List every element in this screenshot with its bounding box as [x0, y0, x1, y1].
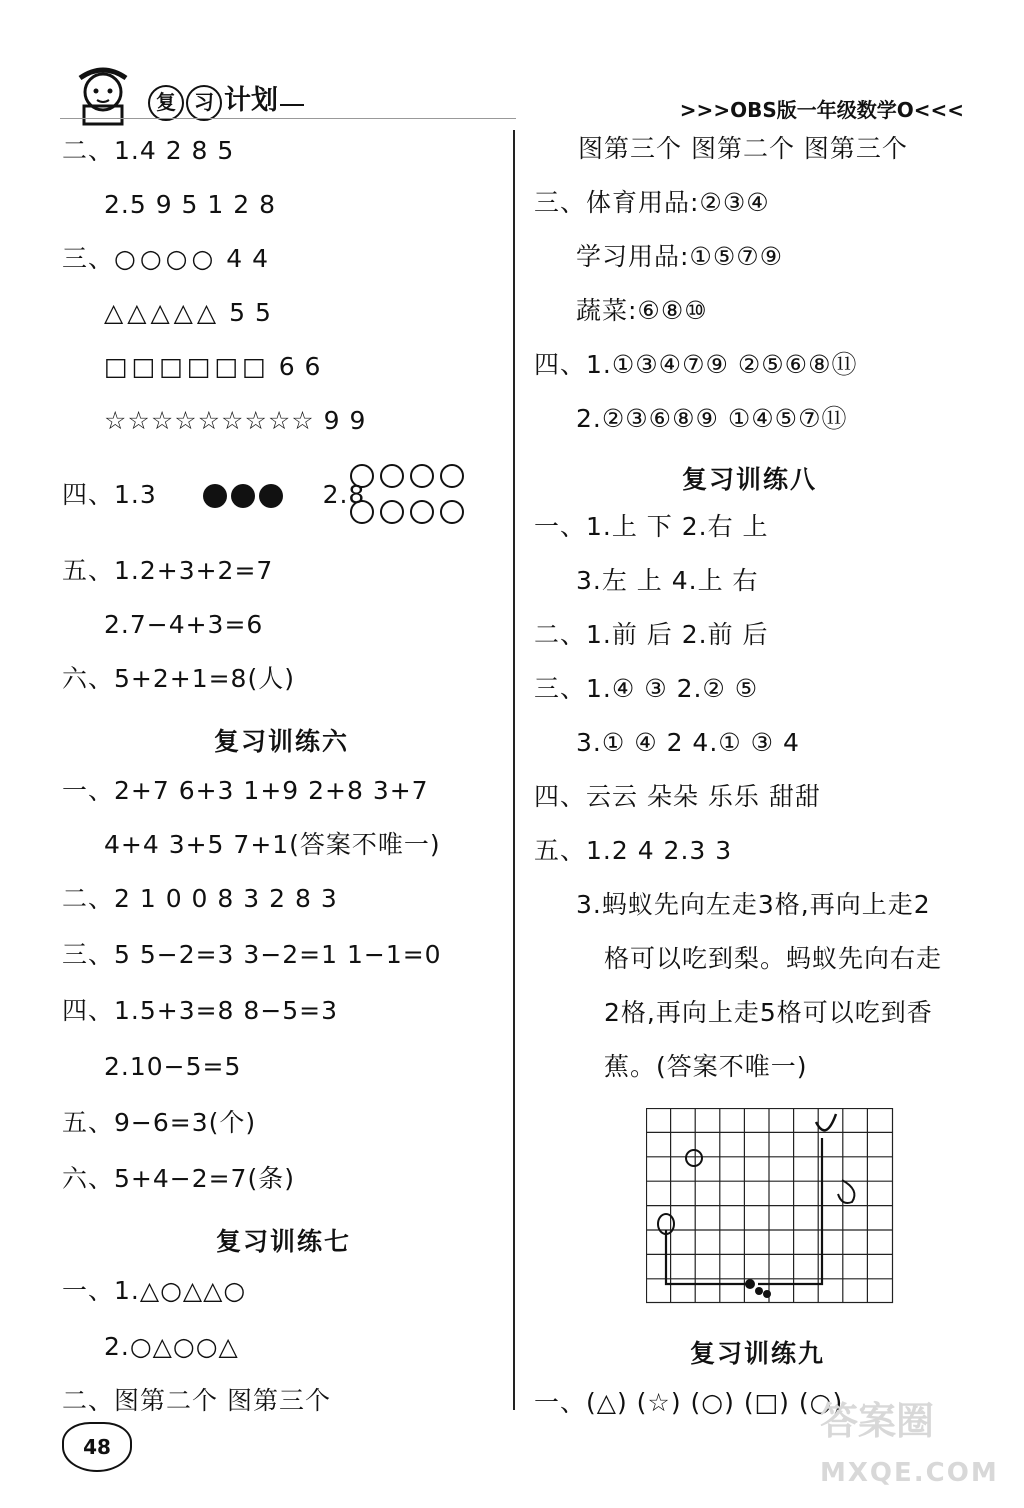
- left-line-1: 二、1.4 2 8 5: [62, 136, 235, 165]
- watermark-url: MXQE.COM: [820, 1458, 999, 1488]
- section-heading-6: 复习训练六: [214, 727, 350, 756]
- triangles-row: △△△△△: [104, 298, 221, 327]
- left-line-11: 一、2+7 6+3 1+9 2+8 3+7: [62, 776, 429, 805]
- circle-icon: [350, 464, 374, 488]
- watermark-logo: 答案圈: [820, 1399, 935, 1443]
- left-line-21: 二、图第二个 图第三个: [62, 1386, 331, 1415]
- filled-dot-icon: [231, 484, 255, 508]
- ant-icon: [745, 1279, 771, 1298]
- section-heading-8: 复习训练八: [682, 465, 818, 494]
- left-line-3: 三、○○○○ 4 4: [62, 244, 269, 273]
- header-divider: [60, 118, 516, 119]
- left-line-16: 2.10−5=5: [104, 1052, 242, 1081]
- right-line-5: 四、1.①③④⑦⑨ ②⑤⑥⑧⑪: [534, 350, 858, 379]
- filled-dot-icon: [203, 484, 227, 508]
- mascot-icon: [66, 64, 140, 130]
- left-line-8: 五、1.2+3+2=7: [62, 556, 274, 585]
- circle-grid: [350, 464, 460, 528]
- banana-icon: [816, 1114, 836, 1130]
- left-line-6-nums: 9 9: [323, 406, 367, 435]
- left-line-4-nums: 5 5: [229, 298, 272, 327]
- left-line-20: 2.○△○○△: [104, 1332, 239, 1361]
- header-title-char2: 习: [186, 85, 222, 121]
- left-line-18: 六、5+4−2=7(条): [62, 1164, 295, 1193]
- left-line-2: 2.5 9 5 1 2 8: [104, 190, 277, 219]
- left-line-9: 2.7−4+3=6: [104, 610, 264, 639]
- left-line-7-b: 2.8: [322, 480, 366, 509]
- right-line-14: 3.蚂蚁先向左走3格,再向上走2: [576, 890, 931, 919]
- ant-path-grid: [646, 1108, 894, 1308]
- header-title-char1: 复: [148, 85, 184, 121]
- right-line-2: 三、体育用品:②③④: [534, 188, 770, 217]
- section-heading-7: 复习训练七: [216, 1227, 352, 1256]
- left-line-19: 一、1.△○△△○: [62, 1276, 247, 1305]
- circle-icon: [380, 500, 404, 524]
- left-line-7-a: 四、1.3: [62, 480, 157, 509]
- left-line-3-nums: 4 4: [226, 244, 269, 273]
- circles-row: ○○○○: [114, 244, 218, 273]
- left-line-5-nums: 6 6: [278, 352, 322, 381]
- left-line-5: [104, 352, 321, 382]
- header-title: [148, 78, 278, 121]
- right-line-4: 蔬菜:⑥⑧⑩: [576, 296, 708, 325]
- page-number-badge: 48: [62, 1422, 132, 1472]
- right-line-17: 蕉。(答案不唯一): [604, 1052, 808, 1081]
- circle-icon: [410, 500, 434, 524]
- right-line-18: 一、(△) (☆) (○) (□) (○): [534, 1388, 844, 1417]
- header-subtitle: >>>OBS版一年级数学O<<<: [679, 98, 964, 122]
- stars-row: ☆☆☆☆☆☆☆☆☆: [104, 406, 315, 435]
- squares-row: □□□□□□: [104, 352, 270, 381]
- right-line-15: 格可以吃到梨。蚂蚁先向右走: [604, 944, 943, 973]
- left-line-4: [104, 298, 272, 328]
- circle-icon: [350, 500, 374, 524]
- right-line-8: 3.左 上 4.上 右: [576, 566, 759, 595]
- header-rule: [280, 104, 304, 106]
- right-line-1: 图第三个 图第二个 图第三个: [578, 134, 908, 163]
- circle-icon: [440, 464, 464, 488]
- column-divider: [513, 130, 515, 1410]
- left-line-10: 六、5+2+1=8(人): [62, 664, 295, 693]
- filled-dot-icon: [259, 484, 283, 508]
- right-line-9: 二、1.前 后 2.前 后: [534, 620, 769, 649]
- left-line-14: 三、5 5−2=3 3−2=1 1−1=0: [62, 940, 442, 969]
- right-line-7: 一、1.上 下 2.右 上: [534, 512, 769, 541]
- right-line-13: 五、1.2 4 2.3 3: [534, 836, 733, 865]
- right-line-12: 四、云云 朵朵 乐乐 甜甜: [534, 782, 821, 811]
- circle-icon: [410, 464, 434, 488]
- right-line-3: 学习用品:①⑤⑦⑨: [576, 242, 784, 271]
- left-line-17: 五、9−6=3(个): [62, 1108, 257, 1137]
- left-line-13: 二、2 1 0 0 8 3 2 8 3: [62, 884, 338, 913]
- circle-icon: [380, 464, 404, 488]
- section-heading-9: 复习训练九: [690, 1339, 826, 1368]
- apple-icon: [686, 1150, 702, 1166]
- circle-icon: [440, 500, 464, 524]
- left-line-15: 四、1.5+3=8 8−5=3: [62, 996, 339, 1025]
- right-line-6: 2.②③⑥⑧⑨ ①④⑤⑦⑪: [576, 404, 848, 433]
- left-line-6: [104, 406, 366, 436]
- header-title-rest: 计划: [224, 85, 278, 116]
- right-line-10: 三、1.④ ③ 2.② ⑤: [534, 674, 759, 703]
- right-line-11: 3.① ④ 2 4.① ③ 4: [576, 728, 800, 757]
- left-line-12: 4+4 3+5 7+1(答案不唯一): [104, 830, 441, 859]
- shrimp-icon: [838, 1180, 854, 1203]
- left-line-7: [62, 480, 365, 510]
- right-line-16: 2格,再向上走5格可以吃到香: [604, 998, 933, 1027]
